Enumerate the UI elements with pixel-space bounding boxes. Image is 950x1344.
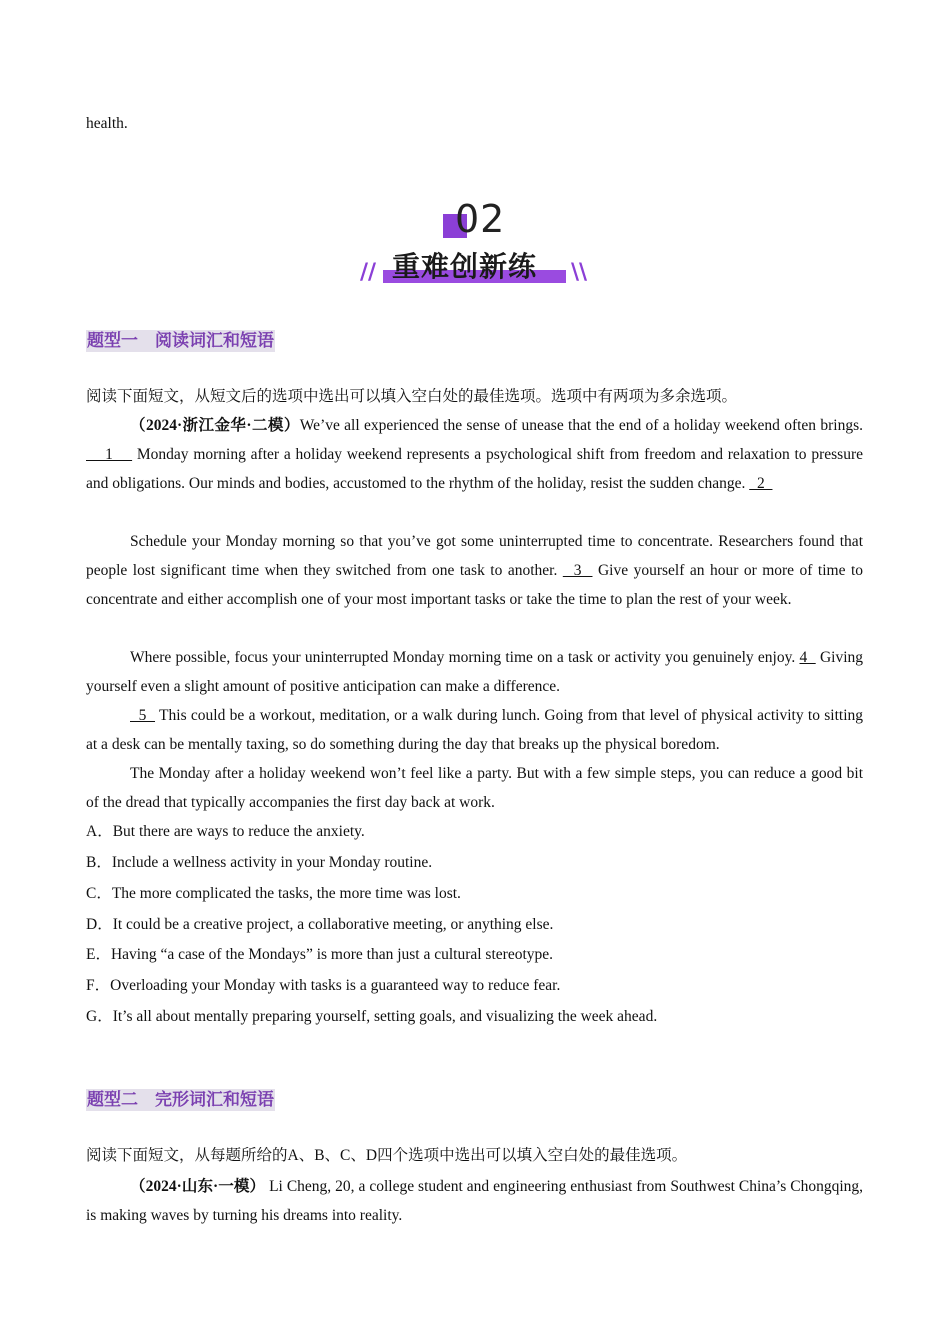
p1-text-b: Monday morning after a holiday weekend represents a psychological shift from freedom and relaxation to pressure and obligations. Our minds and bodies, accustomed to the rhythm of the holiday, resist the sudden change. (86, 446, 863, 492)
slash-right-icon: \\ (571, 260, 588, 285)
option-f: F．Overloading your Monday with tasks is a guaranteed way to reduce fear. (86, 977, 561, 994)
part2-paragraph-1 (86, 1172, 863, 1230)
section-title: 重难创新练 (392, 250, 538, 283)
option-b: B．Include a wellness activity in your Monday routine. (86, 854, 433, 871)
part2-instruction: 阅读下面短文，从每题所给的A、B、C、D四个选项中选出可以填入空白处的最佳选项。 (86, 1147, 688, 1164)
slash-left-icon: // (360, 260, 377, 285)
option-d: D．It could be a creative project, a collaborative meeting, or anything else. (86, 916, 554, 933)
part1-heading: 题型一 阅读词汇和短语 (87, 331, 274, 351)
option-e: E．Having “a case of the Mondays” is more than just a cultural stereotype. (86, 946, 554, 963)
part2-source: （2024·山东·一模） (130, 1178, 266, 1195)
top-fragment: health. (86, 115, 128, 132)
section-number: 02 (455, 197, 506, 241)
blank-1: 1 (86, 446, 133, 463)
p4-text-b: This could be a workout, meditation, or a walk during lunch. Going from that level of physical activity to sitting at a desk can be mentally taxing, so do something during the day that breaks up the physical boredom. (86, 707, 864, 753)
part1-paragraph-1 (86, 411, 863, 498)
part1-source: （2024·浙江金华·二模） (130, 417, 300, 434)
part1-paragraph-5: The Monday after a holiday weekend won’t feel like a party. But with a few simple steps, you can reduce a good bit of the dread that typically accompanies the first day back at work. (86, 765, 863, 811)
blank-4: 4 (799, 649, 816, 666)
p3-text-b: Giving yourself even a slight amount of positive anticipation can make a difference. (86, 649, 863, 695)
blank-2: 2 (749, 475, 773, 492)
part1-paragraph-4 (86, 701, 863, 759)
part1-paragraph-2 (86, 527, 863, 614)
part2-p1-text: Li Cheng, 20, a college student and engineering enthusiast from Southwest China’s Chongqing, is making waves by turning his dreams into reality. (86, 1178, 863, 1224)
part1-instruction: 阅读下面短文，从短文后的选项中选出可以填入空白处的最佳选项。选项中有两项为多余选项。 (86, 388, 738, 405)
p2-text-b: Give yourself an hour or more of time to concentrate and either accomplish one of your most important tasks or take the time to plan the rest of your week. (86, 562, 864, 608)
option-a: A．But there are ways to reduce the anxiety. (86, 823, 365, 840)
blank-3: 3 (562, 562, 593, 579)
p1-text-a: We’ve all experienced the sense of unease that the end of a holiday weekend often brings. (299, 417, 863, 434)
blank-5: 5 (130, 707, 156, 724)
part1-paragraph-3 (86, 643, 863, 701)
p3-text-a: Where possible, focus your uninterrupted Monday morning time on a task or activity you genuinely enjoy. (130, 649, 800, 666)
p2-text-a: Schedule your Monday morning so that you’ve got some uninterrupted time to concentrate. Researchers found that people lost significant time when they switched from one task to another. (86, 533, 863, 579)
option-c: C．The more complicated the tasks, the more time was lost. (86, 885, 461, 902)
option-g: G．It’s all about mentally preparing yourself, setting goals, and visualizing the week ahead. (86, 1008, 658, 1025)
part2-heading: 题型二 完形词汇和短语 (87, 1090, 274, 1110)
